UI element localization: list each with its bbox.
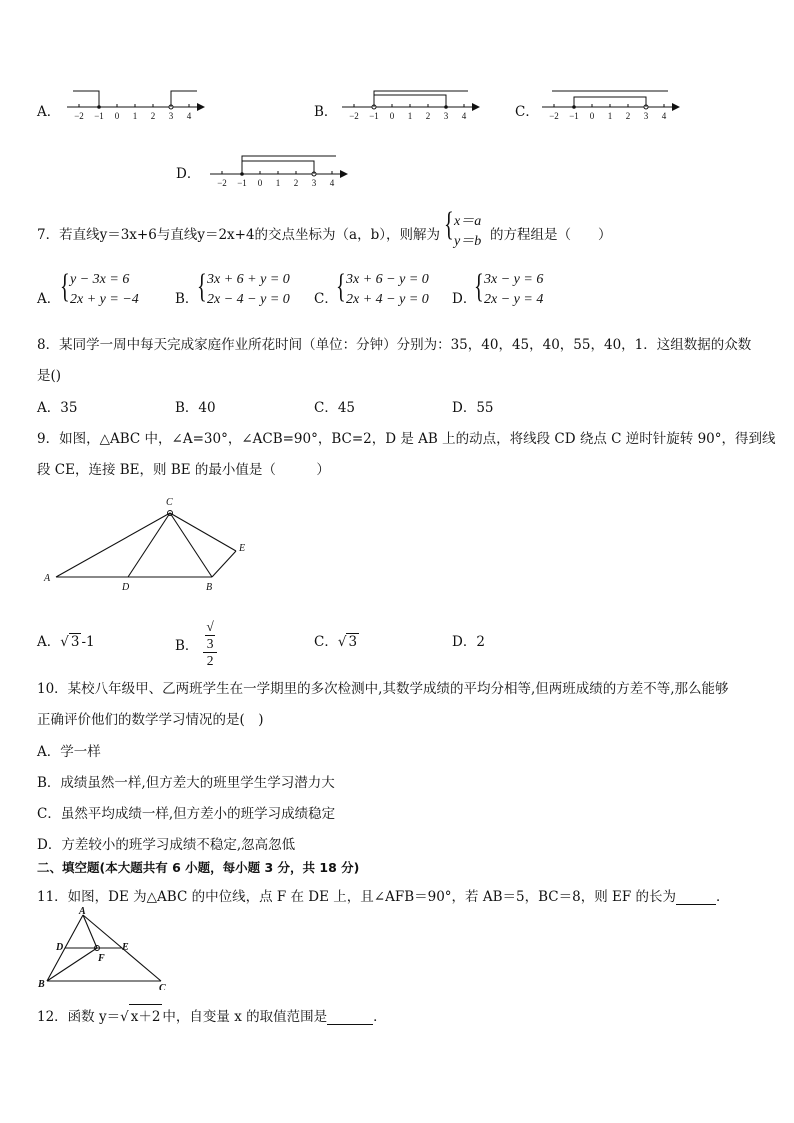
tick-label: 2 bbox=[625, 111, 631, 121]
tick-label: −2 bbox=[549, 111, 559, 121]
q11-stem: 11．如图，DE 为△ABC 的中位线，点 F 在 DE 上，且∠AFB＝90°，若 AB＝5，BC＝8，则 EF 的长为 ． bbox=[37, 889, 730, 905]
q9-stem-line2: 段 CE，连接 BE，则 BE 的最小值是（ ） bbox=[37, 462, 330, 478]
tick-label: 0 bbox=[257, 178, 263, 188]
tick-label: −1 bbox=[569, 111, 579, 121]
q9-label-d: D bbox=[122, 582, 130, 593]
q7-option-b-system: { 3x + 6 + y = 0 2x − 4 − y = 0 bbox=[197, 268, 290, 307]
q7-given-system: { x＝a y＝b bbox=[444, 206, 482, 249]
q6-option-a-label: A． bbox=[37, 104, 61, 120]
q7-stem: 7．若直线y＝3x+6与直线y＝2x+4的交点坐标为（a，b），则解为 bbox=[37, 227, 440, 243]
tick-label: 4 bbox=[461, 111, 467, 121]
q11-label-e: E bbox=[122, 942, 129, 953]
q10-option-b: B．成绩虽然一样,但方差大的班里学生学习潜力大 bbox=[37, 775, 335, 791]
tick-label: 2 bbox=[293, 178, 299, 188]
q9-stem-line1: 9．如图，△ABC 中，∠A=30°，∠ACB=90°，BC=2，D 是 AB 上的动点，将线段 CD 绕点 C 逆时针旋转 90°，得到线 bbox=[37, 431, 776, 447]
q9-option-a: A．√ 3 -1 bbox=[37, 634, 95, 650]
q6-option-d-label: D． bbox=[176, 166, 201, 182]
q10-stem-line1: 10．某校八年级甲、乙两班学生在一学期里的多次检测中,其数学成绩的平均分相等,但两班成绩的方差不等,那么能够 bbox=[37, 681, 729, 697]
tick-label: 1 bbox=[132, 111, 138, 121]
q7-option-c-label: C． bbox=[314, 291, 338, 307]
tick-label: 1 bbox=[275, 178, 281, 188]
tick-label: −2 bbox=[349, 111, 359, 121]
q7-option-a-system: { y − 3x = 6 2x + y = −4 bbox=[60, 268, 139, 307]
q10-stem-line2: 正确评价他们的数学学习情况的是( ) bbox=[37, 712, 264, 728]
q10-option-d: D．方差较小的班学习成绩不稳定,忽高忽低 bbox=[37, 837, 296, 853]
tick-label: 3 bbox=[168, 111, 174, 121]
tick-label: 4 bbox=[329, 178, 335, 188]
q9-option-b: B． √ 3 2 bbox=[175, 619, 217, 669]
q11-label-c: C bbox=[159, 983, 166, 990]
q6-option-b-label: B． bbox=[314, 104, 338, 120]
q9-option-c: C．√ 3 bbox=[314, 634, 358, 650]
tick-label: −2 bbox=[74, 111, 84, 121]
tick-label: −1 bbox=[237, 178, 247, 188]
q8-option-a: A．35 bbox=[37, 400, 78, 416]
q11-label-f: F bbox=[98, 953, 105, 964]
q7-option-d-label: D． bbox=[452, 291, 477, 307]
q7-option-a-label: A． bbox=[37, 291, 61, 307]
q7-stem-end: 的方程组是（ ） bbox=[490, 227, 612, 243]
q6-option-a-number-line bbox=[65, 86, 205, 122]
q7-option-c-system: { 3x + 6 − y = 0 2x + 4 − y = 0 bbox=[336, 268, 429, 307]
tick-label: 4 bbox=[661, 111, 667, 121]
tick-label: 2 bbox=[150, 111, 156, 121]
tick-label: 4 bbox=[186, 111, 192, 121]
section-title-fill-blank: 二、填空题(本大题共有 6 小题，每小题 3 分，共 18 分) bbox=[37, 860, 360, 875]
q10-option-a: A．学一样 bbox=[37, 744, 101, 760]
tick-label: 1 bbox=[607, 111, 613, 121]
q11-label-b: B bbox=[38, 979, 45, 990]
q6-option-b-number-line bbox=[340, 86, 480, 122]
tick-label: 3 bbox=[643, 111, 649, 121]
q9-label-a: A bbox=[44, 573, 51, 584]
tick-label: −1 bbox=[94, 111, 104, 121]
tick-label: 1 bbox=[407, 111, 413, 121]
q8-stem-line1: 8．某同学一周中每天完成家庭作业所花时间（单位：分钟）分别为：35，40，45，40，55，40，1．这组数据的众数 bbox=[37, 337, 752, 353]
q12-answer-blank[interactable] bbox=[327, 1010, 373, 1025]
q11-triangle-figure bbox=[35, 905, 175, 990]
tick-label: −2 bbox=[217, 178, 227, 188]
q8-option-c: C．45 bbox=[314, 400, 356, 416]
q7-option-b-label: B． bbox=[175, 291, 199, 307]
q12-stem: 12．函数 y＝√ x＋2 中，自变量 x 的取值范围是 ． bbox=[37, 1004, 387, 1025]
q6-option-c-number-line bbox=[540, 86, 680, 122]
q9-option-d: D．2 bbox=[452, 634, 485, 650]
q11-label-a: A bbox=[79, 906, 86, 917]
tick-label: 2 bbox=[425, 111, 431, 121]
tick-label: 3 bbox=[443, 111, 449, 121]
q11-label-d: D bbox=[56, 942, 64, 953]
q8-option-d: D．55 bbox=[452, 400, 494, 416]
tick-label: 0 bbox=[114, 111, 120, 121]
q7-option-d-system: { 3x − y = 6 2x − y = 4 bbox=[474, 268, 544, 307]
tick-label: 0 bbox=[589, 111, 595, 121]
tick-label: 3 bbox=[311, 178, 317, 188]
tick-label: 0 bbox=[389, 111, 395, 121]
q11-answer-blank[interactable] bbox=[676, 890, 716, 905]
q9-label-b: B bbox=[206, 582, 213, 593]
q9-label-c: C bbox=[166, 497, 173, 508]
tick-label: −1 bbox=[369, 111, 379, 121]
q8-option-b: B．40 bbox=[175, 400, 216, 416]
q9-label-e: E bbox=[239, 543, 246, 554]
q10-option-c: C．虽然平均成绩一样,但方差小的班学习成绩稳定 bbox=[37, 806, 336, 822]
q6-option-d-number-line bbox=[208, 153, 348, 189]
q6-option-c-label: C． bbox=[515, 104, 539, 120]
q9-triangle-figure bbox=[40, 495, 260, 595]
q8-stem-line2: 是() bbox=[37, 368, 62, 384]
